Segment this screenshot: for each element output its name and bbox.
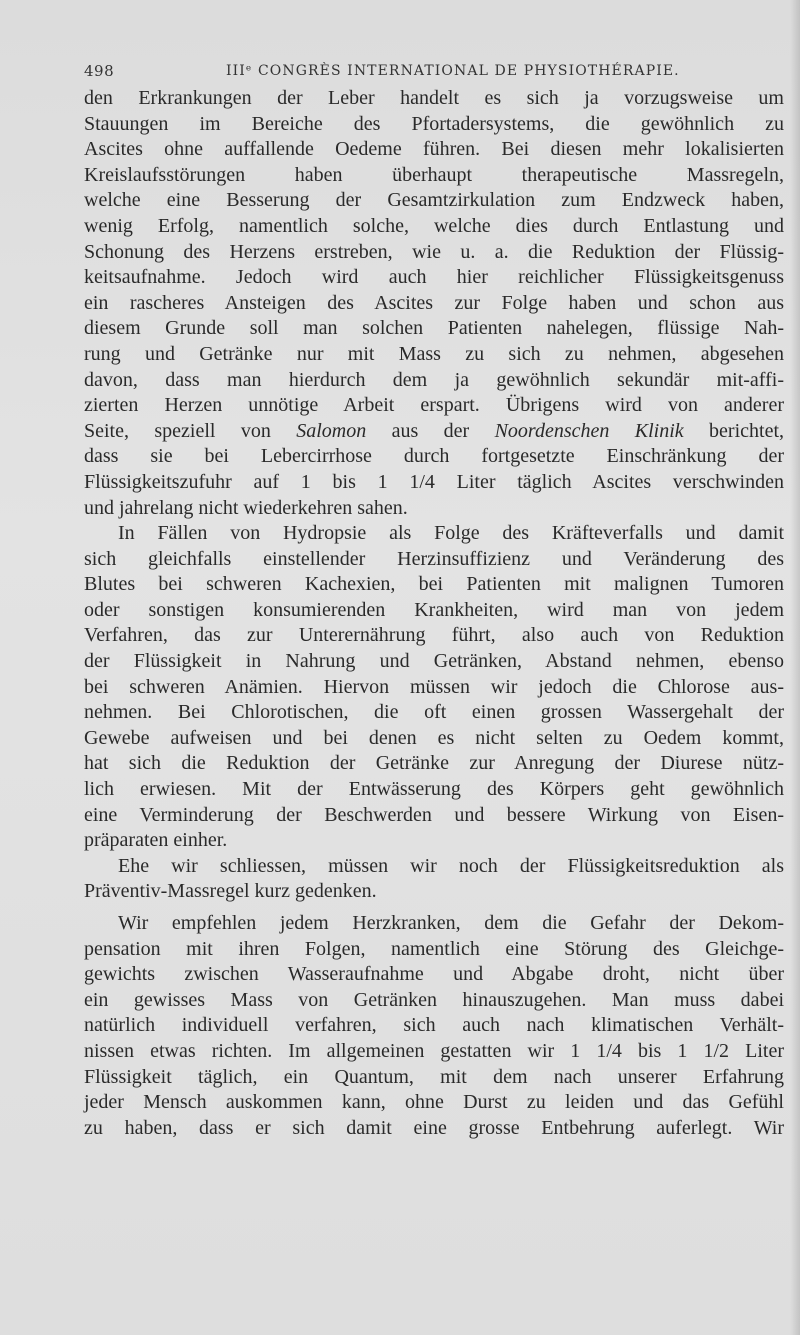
text-line: nissen etwas richten. Im allgemeinen gestatten wir 1 1/4 bis 1 1/2 Liter [84, 1039, 784, 1062]
text-line: sich gleichfalls einstellender Herzinsuffizienz und Veränderung des [84, 547, 784, 570]
clinic-name-italic: Noordenschen Klinik [494, 419, 684, 442]
text-line: Kreislaufsstörungen haben überhaupt therapeutische Massregeln, [84, 163, 784, 186]
author-name-italic: Salomon [296, 419, 367, 442]
text-line: und jahrelang nicht wiederkehren sahen. [84, 496, 408, 519]
text-fragment: berichtet, [683, 419, 785, 442]
text-line: Wir empfehlen jedem Herzkranken, dem die Gefahr der Dekom- [118, 912, 784, 934]
text-line: hat sich die Reduktion der Getränke zur Anregung der Diurese nütz- [84, 752, 784, 775]
text-line: dass sie bei Lebercirrhose durch fortgesetzte Einschränkung der [84, 445, 784, 468]
text-line: oder sonstigen konsumierenden Krankheiten, wird man von jedem [84, 598, 784, 621]
text-line: Flüssigkeit täglich, ein Quantum, mit dem nach unserer Erfahrung [84, 1065, 784, 1088]
text-line: Gewebe aufweisen und bei denen es nicht selten zu Oedem kommt, [84, 726, 784, 749]
text-line: der Flüssigkeit in Nahrung und Getränken, Abstand nehmen, ebenso [84, 650, 784, 673]
text-line: Verfahren, das zur Unterernährung führt, also auch von Reduktion [84, 624, 784, 647]
text-line: eine Verminderung der Beschwerden und bessere Wirkung von Eisen- [84, 803, 784, 826]
text-line: pensation mit ihren Folgen, namentlich eine Störung des Gleichge- [84, 937, 784, 960]
body-text [84, 86, 784, 1141]
running-head: IIIᵉ CONGRÈS INTERNATIONAL DE PHYSIOTHÉRAPIE. [226, 63, 680, 79]
paragraph-2 [84, 521, 784, 854]
text-line: In Fällen von Hydropsie als Folge des Kräfteverfalls und damit [118, 522, 784, 545]
paragraph-4 [84, 911, 784, 1141]
text-line: ein rascheres Ansteigen des Ascites zur Folge haben und schon aus [84, 291, 784, 314]
text-line: Blutes bei schweren Kachexien, bei Patienten mit malignen Tumoren [84, 573, 784, 596]
paragraph-3 [84, 854, 784, 905]
text-line: bei schweren Anämien. Hiervon müssen wir jedoch die Chlorose aus- [84, 675, 784, 698]
text-line: lich erwiesen. Mit der Entwässerung des Körpers geht gewöhnlich [84, 778, 784, 801]
text-line-with-italics [84, 419, 784, 445]
text-line: Flüssigkeitszufuhr auf 1 bis 1 1/4 Liter täglich Ascites verschwinden [84, 470, 784, 493]
text-line: zierten Herzen unnötige Arbeit erspart. Übrigens wird von anderer [84, 394, 784, 417]
text-line: Schonung des Herzens erstreben, wie u. a. die Reduktion der Flüssig- [84, 240, 784, 263]
text-line: diesem Grunde soll man solchen Patienten nahelegen, flüssige Nah- [84, 317, 784, 340]
page-header [84, 62, 784, 82]
text-line: zu haben, dass er sich damit eine grosse Entbehrung auferlegt. Wir [84, 1116, 784, 1139]
text-line: natürlich individuell verfahren, sich auch nach klimatischen Verhält- [84, 1014, 784, 1037]
text-fragment: Seite, speziell von [84, 419, 297, 442]
text-fragment: aus der [366, 419, 495, 442]
page-edge-shadow [790, 0, 800, 1335]
text-line: präparaten einher. [84, 829, 228, 852]
text-line: wenig Erfolg, namentlich solche, welche dies durch Entlastung und [84, 214, 784, 237]
text-line: nehmen. Bei Chlorotischen, die oft einen grossen Wassergehalt der [84, 701, 784, 724]
text-line: den Erkrankungen der Leber handelt es sich ja vorzugsweise um [84, 87, 784, 109]
text-line: jeder Mensch auskommen kann, ohne Durst zu leiden und das Gefühl [84, 1091, 784, 1114]
page-number: 498 [84, 62, 115, 80]
text-line: Stauungen im Bereiche des Pfortadersystems, die gewöhnlich zu [84, 112, 784, 135]
text-line: gewichts zwischen Wasseraufnahme und Abgabe droht, nicht über [84, 963, 784, 986]
text-line: welche eine Besserung der Gesamtzirkulation zum Endzweck haben, [84, 189, 784, 212]
paragraph-1 [84, 86, 784, 521]
text-line: keitsaufnahme. Jedoch wird auch hier reichlicher Flüssigkeitsgenuss [84, 266, 784, 289]
text-line: Ehe wir schliessen, müssen wir noch der Flüssigkeitsreduktion als [118, 854, 784, 877]
text-line: davon, dass man hierdurch dem ja gewöhnlich sekundär mit-affi- [84, 368, 784, 391]
text-line: Ascites ohne auffallende Oedeme führen. Bei diesen mehr lokalisierten [84, 138, 784, 161]
text-line: Präventiv-Massregel kurz gedenken. [84, 880, 377, 903]
text-line: rung und Getränke nur mit Mass zu sich zu nehmen, abgesehen [84, 342, 784, 365]
text-line: ein gewisses Mass von Getränken hinauszugehen. Man muss dabei [84, 988, 784, 1011]
